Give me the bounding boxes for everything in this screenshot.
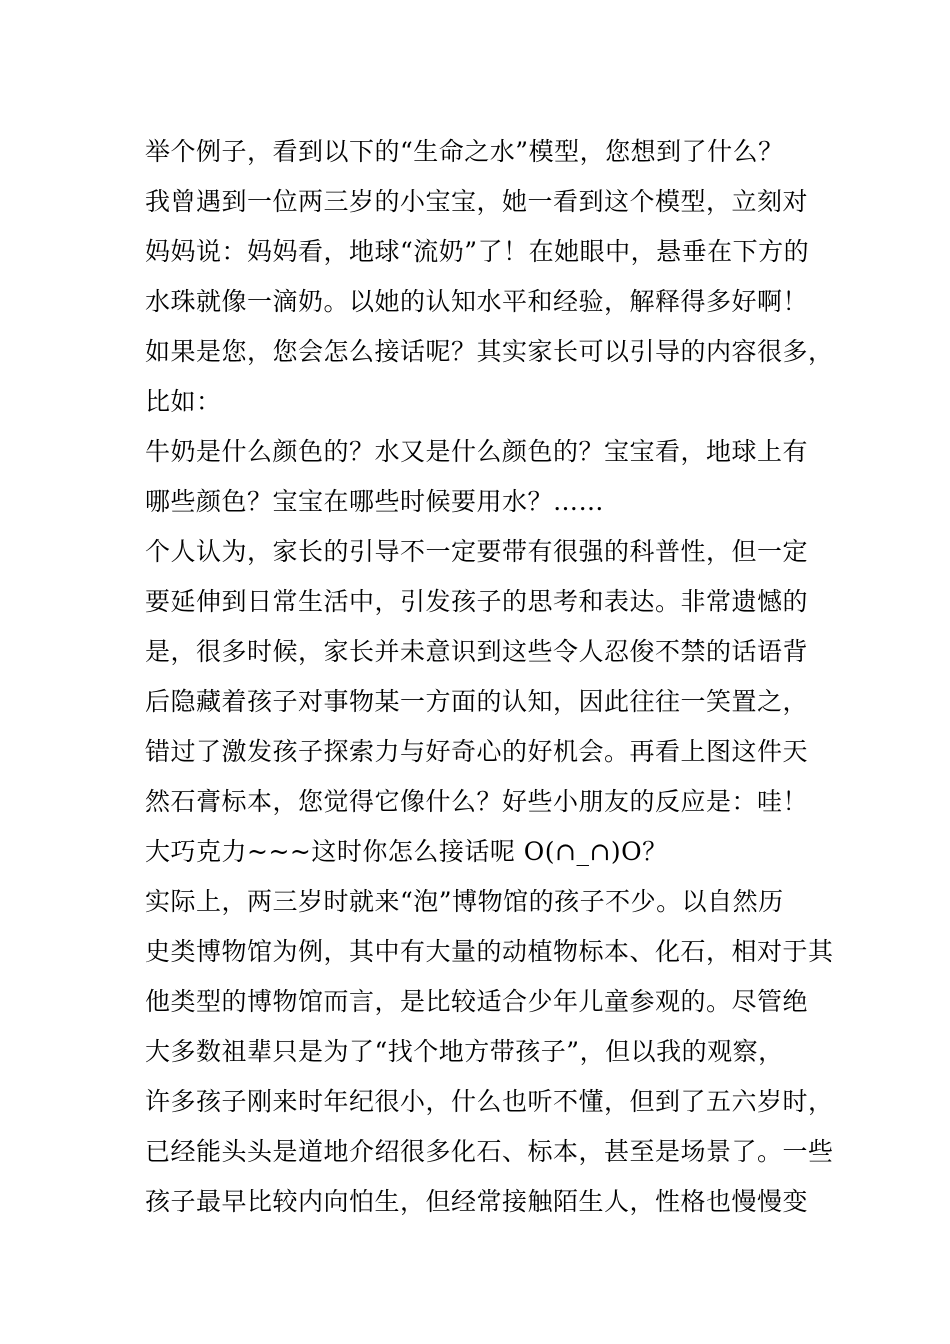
text-line: 牛奶是什么颜色的？水又是什么颜色的？宝宝看，地球上有: [145, 437, 809, 466]
text-line: 已经能头头是道地介绍很多化石、标本，甚至是场景了。一些: [145, 1137, 834, 1166]
text-line: 大巧克力~~~这时你怎么接话呢 O(∩_∩)O？: [145, 837, 668, 866]
text-line: 史类博物馆为例，其中有大量的动植物标本、化石，相对于其: [145, 937, 834, 966]
text-line: 是，很多时候，家长并未意识到这些令人忍俊不禁的话语背: [145, 637, 809, 666]
text-line: 个人认为，家长的引导不一定要带有很强的科普性，但一定: [145, 537, 809, 566]
text-line: 要延伸到日常生活中，引发孩子的思考和表达。非常遗憾的: [145, 587, 809, 616]
text-line: 比如：: [145, 387, 222, 416]
text-line: 后隐藏着孩子对事物某一方面的认知，因此往往一笑置之，: [145, 687, 809, 716]
text-line: 错过了激发孩子探索力与好奇心的好机会。再看上图这件天: [145, 737, 809, 766]
text-line: 妈妈说：妈妈看，地球“流奶”了！在她眼中，悬垂在下方的: [145, 237, 810, 266]
text-line: 如果是您，您会怎么接话呢？其实家长可以引导的内容很多，: [145, 337, 834, 366]
text-line: 举个例子，看到以下的“生命之水”模型，您想到了什么？: [145, 137, 784, 166]
text-line: 实际上，两三岁时就来“泡”博物馆的孩子不少。以自然历: [145, 887, 784, 916]
text-line: 然石膏标本，您觉得它像什么？好些小朋友的反应是：哇！: [145, 787, 809, 816]
text-line: 哪些颜色？宝宝在哪些时候要用水？……: [145, 487, 605, 516]
text-line: 许多孩子刚来时年纪很小，什么也听不懂，但到了五六岁时，: [145, 1087, 834, 1116]
text-line: 大多数祖辈只是为了“找个地方带孩子”，但以我的观察，: [145, 1037, 784, 1066]
text-line: 水珠就像一滴奶。以她的认知水平和经验，解释得多好啊！: [145, 287, 809, 316]
text-line: 孩子最早比较内向怕生，但经常接触陌生人，性格也慢慢变: [145, 1187, 809, 1216]
text-line: 他类型的博物馆而言，是比较适合少年儿童参观的。尽管绝: [145, 987, 809, 1016]
document-body: [145, 127, 835, 1227]
text-line: 我曾遇到一位两三岁的小宝宝，她一看到这个模型，立刻对: [145, 187, 809, 216]
